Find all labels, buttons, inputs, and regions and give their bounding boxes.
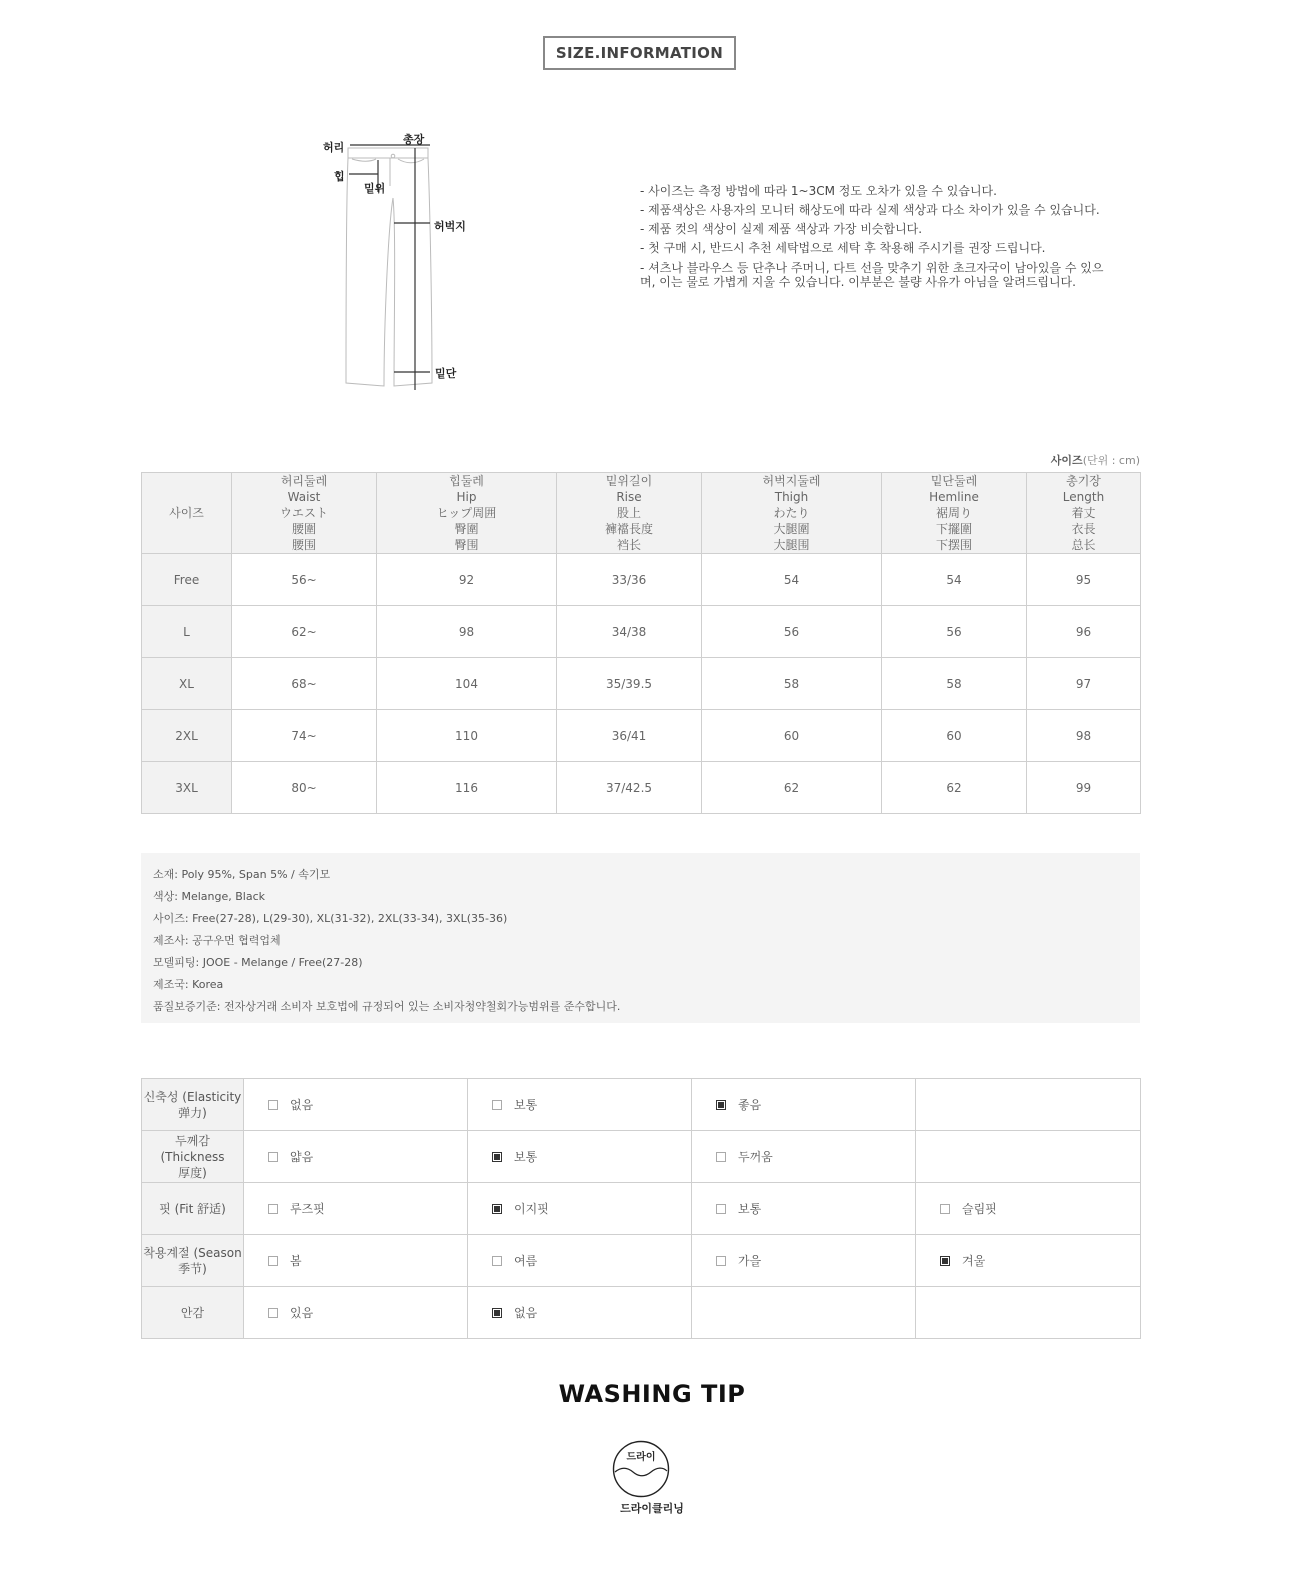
size-col-header-line: Hip [456,490,477,504]
pants-diagram [318,128,478,398]
size-value-cell: 60 [702,710,882,762]
feel-option[interactable] [916,1183,1141,1235]
product-spec [141,853,1140,1023]
table-row [142,554,1141,606]
feel-row-label-line: 厚度) [178,1165,207,1180]
size-name-cell: L [142,606,232,658]
size-col-header-line: 总长 [1071,538,1096,552]
feel-option[interactable] [468,1287,692,1339]
feel-option-label: 보통 [514,1150,538,1164]
dry-clean-caption: 드라이클리닝 [620,1502,684,1515]
size-value-cell: 33/36 [557,554,702,606]
size-col-header-line: 下擺圍 [935,522,972,536]
feel-row-label [142,1287,244,1339]
feel-option[interactable] [244,1183,468,1235]
size-col-header [377,473,557,554]
size-col-header-line: 腰围 [291,538,316,552]
table-row [142,1183,1141,1235]
size-col-header-line: 臀圍 [454,522,479,536]
feel-row-label [142,1235,244,1287]
feel-row-label-line: 착용계절 (Season [143,1245,242,1260]
note-item: - 셔츠나 블라우스 등 단추나 주머니, 다트 선을 맞추기 위한 초크자국이 남아있을 수 있으며, 이는 물로 가볍게 지울 수 있습니다. 이부분은 불량 사유가 아님을 알려드립니다. [640,261,1104,289]
size-value-cell: 74~ [232,710,377,762]
checkbox-icon[interactable] [716,1204,726,1214]
checked-checkbox-icon[interactable] [940,1256,950,1266]
size-col-header-line: 着丈 [1071,506,1096,520]
feel-option-label: 좋음 [738,1098,762,1112]
spec-manufacturer: 제조사: 공구우먼 협력업체 [153,934,281,947]
feel-option-label: 있음 [290,1306,314,1320]
size-col-header-line: 사이즈 [169,506,204,520]
size-value-cell: 62 [882,762,1027,814]
thigh-label: 허벅지 [434,220,466,233]
rise-label: 밑위 [364,182,386,195]
size-col-header-line: 褲襠長度 [604,522,653,536]
size-value-cell: 58 [702,658,882,710]
checkbox-icon[interactable] [716,1256,726,1266]
feel-option[interactable] [692,1235,916,1287]
checked-checkbox-icon[interactable] [492,1308,502,1318]
size-col-header-line: 밑단둘레 [930,474,978,488]
feel-option-label: 슬림핏 [962,1202,997,1216]
size-value-cell: 36/41 [557,710,702,762]
table-row [142,762,1141,814]
feel-option-label: 얇음 [290,1150,314,1164]
size-value-cell: 34/38 [557,606,702,658]
size-value-cell: 98 [377,606,557,658]
empty-cell [692,1287,916,1339]
feel-option[interactable] [468,1183,692,1235]
spec-color: 색상: Melange, Black [153,890,265,903]
note-item: - 제품 컷의 색상이 실제 제품 색상과 가장 비슷합니다. [640,222,923,236]
table-row [142,606,1141,658]
size-value-cell: 37/42.5 [557,762,702,814]
size-col-header [142,473,232,554]
size-col-header-line: 大腿围 [773,538,810,552]
size-name-cell: 3XL [142,762,232,814]
spec-model-fitting: 모델피팅: JOOE - Melange / Free(27-28) [153,956,363,969]
size-col-header-line: 股上 [616,506,641,520]
spec-sizes: 사이즈: Free(27-28), L(29-30), XL(31-32), 2XL(33-34), 3XL(35-36) [153,912,508,925]
feel-option-label: 없음 [290,1098,314,1112]
feel-option-label: 여름 [514,1254,538,1268]
size-value-cell: 98 [1027,710,1141,762]
size-name-cell: XL [142,658,232,710]
feel-row-label-line: 季节) [178,1261,207,1276]
size-value-cell: 96 [1027,606,1141,658]
size-name-cell: Free [142,554,232,606]
size-col-header-line: Thigh [774,490,809,504]
feel-option-label: 두꺼움 [738,1150,773,1164]
size-col-header-line: Length [1062,490,1105,504]
feel-option-label: 루즈핏 [290,1202,325,1216]
size-col-header-line: 衣長 [1071,522,1096,536]
feel-row-label-line: 弹力) [178,1105,207,1120]
size-notes [640,182,1140,289]
empty-cell [916,1131,1141,1183]
empty-cell [916,1079,1141,1131]
feel-option-label: 겨울 [962,1254,986,1268]
size-value-cell: 62~ [232,606,377,658]
feel-option[interactable] [468,1131,692,1183]
feel-option[interactable] [692,1079,916,1131]
feel-option[interactable] [468,1235,692,1287]
size-value-cell: 68~ [232,658,377,710]
size-col-header-line: 허벅지둘레 [762,474,821,488]
checked-checkbox-icon[interactable] [716,1100,726,1110]
table-row [142,710,1141,762]
feel-option-label: 가을 [738,1254,762,1268]
feel-row-label [142,1131,244,1183]
size-value-cell: 116 [377,762,557,814]
note-item: - 사이즈는 측정 방법에 따라 1~3CM 정도 오차가 있을 수 있습니다. [640,184,997,198]
dry-clean-icon-label: 드라이 [626,1452,656,1463]
size-col-header-line: 下摆围 [935,538,972,552]
spec-country: 제조국: Korea [153,978,224,991]
table-row [142,658,1141,710]
size-value-cell: 104 [377,658,557,710]
unit-label: 사이즈(단위 : cm) [1050,454,1140,467]
hip-label: 힙 [334,170,345,183]
table-row [142,1287,1141,1339]
size-col-header-line: わたり [773,506,810,520]
size-value-cell: 92 [377,554,557,606]
size-value-cell: 56 [702,606,882,658]
size-value-cell: 58 [882,658,1027,710]
size-col-header-line: 裆长 [616,538,641,552]
checkbox-icon[interactable] [940,1204,950,1214]
table-row [142,1131,1141,1183]
size-col-header [882,473,1027,554]
feel-row-label-line: 안감 [180,1305,205,1320]
feel-option-label: 봄 [290,1254,302,1268]
size-value-cell: 54 [702,554,882,606]
note-item: - 제품색상은 사용자의 모니터 해상도에 따라 실제 색상과 다소 차이가 있을 수 있습니다. [640,203,1100,217]
size-value-cell: 56~ [232,554,377,606]
feel-row-label-line: 신축성 (Elasticity [143,1089,242,1104]
feel-option[interactable] [244,1131,468,1183]
size-table-header [142,473,1141,554]
empty-cell [916,1287,1141,1339]
size-col-header-line: 臀围 [454,538,479,552]
checked-checkbox-icon[interactable] [492,1152,502,1162]
size-col-header-line: 腰圍 [291,522,316,536]
size-value-cell: 54 [882,554,1027,606]
spec-material: 소재: Poly 95%, Span 5% / 속기모 [153,868,331,881]
size-col-header-line: 힙둘레 [449,474,484,488]
feel-option[interactable] [692,1183,916,1235]
size-col-header-line: 허리둘레 [280,474,328,488]
size-col-header [232,473,377,554]
size-value-cell: 110 [377,710,557,762]
size-value-cell: 97 [1027,658,1141,710]
spec-quality: 품질보증기준: 전자상거래 소비자 보호법에 규정되어 있는 소비자청약철회가능범위를 준수합니다. [153,1000,621,1013]
size-col-header-line: Hemline [929,490,979,504]
feel-option-label: 이지핏 [514,1202,549,1216]
size-col-header-line: 밑위길이 [605,474,653,488]
table-row [142,1079,1141,1131]
feel-option-label: 없음 [514,1306,538,1320]
size-table [141,472,1141,814]
feel-option-label: 보통 [738,1202,762,1216]
length-label: 총장 [403,133,425,146]
table-row [142,1235,1141,1287]
size-value-cell: 56 [882,606,1027,658]
checkbox-icon[interactable] [268,1100,278,1110]
washing-tip-title: WASHING TIP [558,1380,746,1408]
size-col-header-line: ウエスト [279,506,328,520]
checkbox-icon[interactable] [492,1100,502,1110]
size-value-cell: 95 [1027,554,1141,606]
size-col-header [1027,473,1141,554]
feel-row-label [142,1079,244,1131]
checked-checkbox-icon[interactable] [492,1204,502,1214]
feel-option[interactable] [916,1235,1141,1287]
feel-row-label-line: 두께감 (Thickness [160,1133,225,1164]
size-value-cell: 62 [702,762,882,814]
checkbox-icon[interactable] [268,1204,278,1214]
checkbox-icon[interactable] [268,1256,278,1266]
size-value-cell: 80~ [232,762,377,814]
fit-feel-table [141,1078,1141,1339]
size-col-header [557,473,702,554]
waist-label: 허리 [323,141,345,154]
checkbox-icon[interactable] [268,1308,278,1318]
hem-label: 밑단 [435,367,457,380]
checkbox-icon[interactable] [716,1152,726,1162]
size-col-header-line: 大腿圍 [773,522,810,536]
size-value-cell: 60 [882,710,1027,762]
size-name-cell: 2XL [142,710,232,762]
checkbox-icon[interactable] [268,1152,278,1162]
feel-option[interactable] [468,1079,692,1131]
page-title: SIZE.INFORMATION [543,36,736,70]
size-value-cell: 99 [1027,762,1141,814]
size-col-header-line: Rise [616,490,642,504]
size-col-header-line: 총기장 [1066,474,1101,488]
feel-option[interactable] [244,1079,468,1131]
size-col-header-line: Waist [287,490,321,504]
feel-option[interactable] [244,1235,468,1287]
feel-option[interactable] [244,1287,468,1339]
size-col-header-line: 裾周り [935,506,972,520]
feel-row-label-line: 핏 (Fit 舒适) [159,1201,226,1216]
note-item: - 첫 구매 시, 반드시 추천 세탁법으로 세탁 후 착용해 주시기를 권장 드립니다. [640,241,1046,255]
feel-row-label [142,1183,244,1235]
size-col-header-line: ヒップ周囲 [436,506,497,520]
feel-option-label: 보통 [514,1098,538,1112]
size-value-cell: 35/39.5 [557,658,702,710]
checkbox-icon[interactable] [492,1256,502,1266]
size-col-header [702,473,882,554]
feel-option[interactable] [692,1131,916,1183]
